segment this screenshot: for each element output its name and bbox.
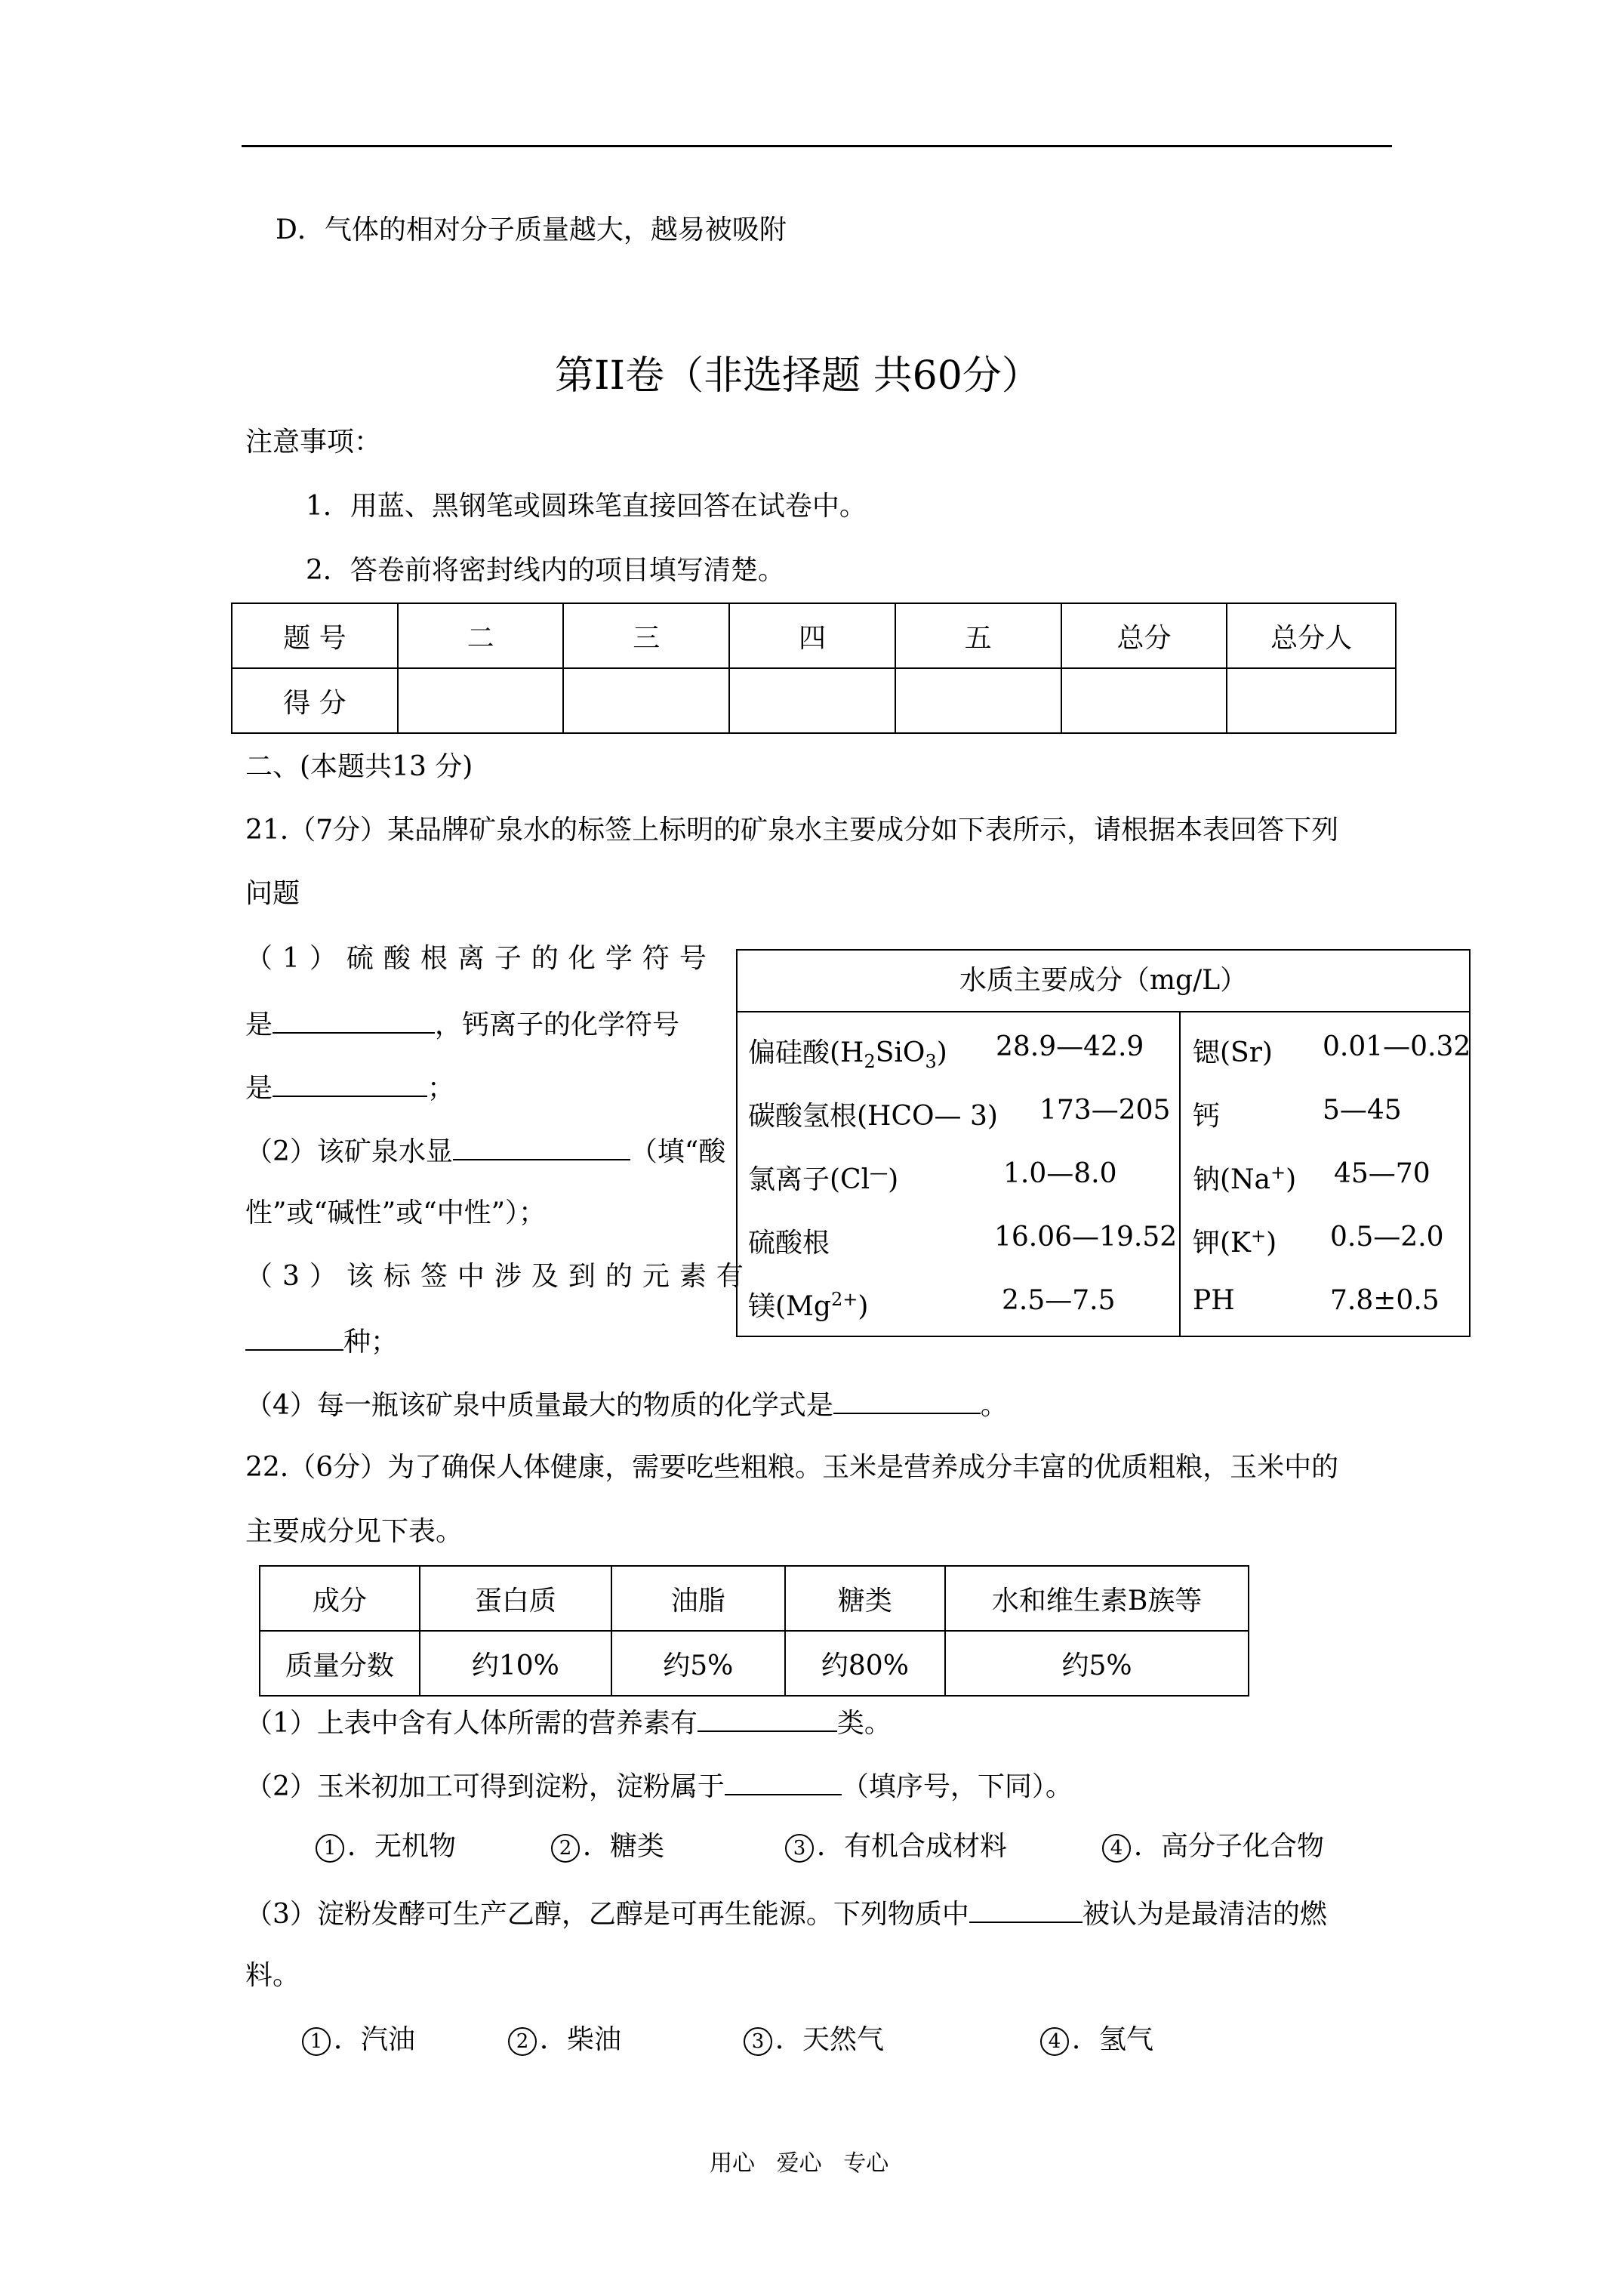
score-header-label: 题 号 (232, 603, 398, 668)
q21-p4 (245, 1390, 1008, 1419)
q21-p2-text-b: （填“酸 (630, 1136, 726, 1167)
note-1: 1．用蓝、黑钢笔或圆珠笔直接回答在试卷中。 (306, 491, 867, 522)
q22-p2-text-a: （2）玉米初加工可得到淀粉，淀粉属于 (245, 1771, 725, 1802)
q22-p2-option-2 (551, 1833, 664, 1863)
answer-blank[interactable] (273, 1009, 435, 1034)
mineral-value: 28.9—42.9 (996, 1031, 1144, 1062)
circled-number: 4 (1040, 2027, 1069, 2056)
score-cell[interactable] (398, 668, 564, 733)
corn-header-water-vitamin: 水和维生素B族等 (945, 1566, 1249, 1631)
q21-p4-text-a: （4）每一瓶该矿泉中质量最大的物质的化学式是 (245, 1390, 833, 1421)
mineral-name-end: ) (858, 1291, 869, 1322)
score-header-4: 四 (729, 603, 895, 668)
corn-table (259, 1565, 1249, 1697)
q21-intro-2: 问题 (245, 878, 300, 909)
q21-p2-text-a: （2）该矿泉水显 (245, 1136, 453, 1167)
corn-header-protein: 蛋白质 (420, 1566, 611, 1631)
q21-p1-text-c: 是 (245, 1073, 273, 1104)
answer-blank[interactable] (698, 1708, 837, 1732)
circled-number: 3 (785, 1834, 814, 1863)
q21-p1-line1: （1）硫酸根离子的化学符号 (245, 943, 716, 974)
answer-blank[interactable] (245, 1327, 343, 1351)
mineral-value: 2.5—7.5 (1002, 1285, 1116, 1316)
q21-p1-line3 (245, 1073, 454, 1102)
header-rule (242, 145, 1392, 147)
q22-p3-text-b: 被认为是最清洁的燃 (1082, 1899, 1327, 1930)
q22-p2 (245, 1771, 1073, 1801)
q21-p2-line1 (245, 1136, 725, 1166)
q22-p3-line1 (245, 1899, 1327, 1928)
mineral-name-part: SiO (875, 1037, 925, 1068)
q22-p1 (245, 1708, 892, 1737)
mineral-table-header (738, 951, 1469, 1012)
score-cell[interactable] (563, 668, 729, 733)
option-text: ．天然气 (775, 2024, 885, 2055)
mineral-row (748, 1158, 898, 1197)
mineral-name: 镁(Mg (748, 1291, 831, 1322)
corn-header-component: 成分 (260, 1566, 420, 1631)
score-header-5: 五 (895, 603, 1061, 668)
score-header-scorer: 总分人 (1227, 603, 1396, 668)
mineral-name: 钾(K (1193, 1228, 1251, 1259)
answer-blank[interactable] (725, 1771, 842, 1795)
mineral-row (1193, 1158, 1296, 1197)
q22-p3-option-3 (744, 2026, 884, 2056)
note-2: 2．答卷前将密封线内的项目填写清楚。 (306, 555, 785, 586)
circled-number: 1 (302, 2027, 331, 2056)
mineral-row (748, 1031, 947, 1072)
mineral-value: 0.5—2.0 (1330, 1222, 1444, 1253)
mineral-value: 1.0—8.0 (1003, 1158, 1117, 1189)
option-text: ．高分子化合物 (1134, 1831, 1325, 1862)
q21-p4-text-b: 。 (980, 1390, 1008, 1421)
corn-value-water-vitamin: 约5% (945, 1631, 1249, 1696)
mineral-name: 硫酸根 (748, 1228, 830, 1259)
mineral-name-end: ) (936, 1037, 947, 1068)
q22-p2-text-b: （填序号，下同）。 (841, 1771, 1073, 1802)
q21-p1-text-a: 是 (245, 1009, 273, 1040)
superscript: 2+ (830, 1289, 858, 1310)
mineral-name: 钙 (1193, 1101, 1221, 1132)
q21-p3-line2 (245, 1327, 398, 1356)
mineral-name: PH (1193, 1285, 1235, 1316)
q21-p2-line2: 性”或“碱性”或“中性”）； (245, 1197, 547, 1228)
score-row-label: 得 分 (232, 668, 398, 733)
corn-row-label: 质量分数 (260, 1631, 420, 1696)
q22-intro-2: 主要成分见下表。 (245, 1516, 463, 1547)
page-footer: 用心 爱心 专心 (710, 2150, 889, 2177)
part2-heading: 二、(本题共13 分) (245, 751, 473, 782)
q21-intro-1: 21.（7分）某品牌矿泉水的标签上标明的矿泉水主要成分如下表所示，请根据本表回答下列 (245, 815, 1339, 846)
score-cell[interactable] (1227, 668, 1396, 733)
q21-p1-text-d: ； (427, 1073, 455, 1104)
q22-p2-option-4 (1102, 1833, 1324, 1863)
mineral-table-title: 水质主要成分（mg/L） (959, 965, 1248, 996)
q22-p3-line2: 料。 (245, 1960, 300, 1991)
superscript: — (870, 1162, 888, 1183)
circled-number: 4 (1102, 1834, 1131, 1863)
q22-p3-option-1 (302, 2026, 415, 2056)
score-cell[interactable] (729, 668, 895, 733)
subscript: 2 (864, 1051, 876, 1073)
mineral-table (736, 949, 1471, 1337)
answer-blank[interactable] (969, 1899, 1083, 1923)
subscript: 3 (925, 1051, 937, 1073)
mineral-name-end: ) (1266, 1228, 1277, 1259)
superscript: + (1270, 1162, 1286, 1183)
mineral-name: 锶(Sr) (1193, 1037, 1273, 1068)
mineral-value: 5—45 (1323, 1095, 1402, 1126)
q22-intro-1: 22.（6分）为了确保人体健康，需要吃些粗粮。玉米是营养成分丰富的优质粗粮，玉米中的 (245, 1452, 1339, 1483)
notes-title: 注意事项： (245, 427, 382, 458)
mineral-table-divider (1179, 1012, 1181, 1337)
score-cell[interactable] (1061, 668, 1227, 733)
section-title: 第II卷（非选择题 共60分） (555, 353, 1041, 399)
score-cell[interactable] (895, 668, 1061, 733)
q22-p1-text-a: （1）上表中含有人体所需的营养素有 (245, 1708, 698, 1739)
mineral-name: 氯离子(Cl (748, 1164, 870, 1195)
mineral-row (1193, 1222, 1277, 1260)
mineral-value: 0.01—0.32 (1323, 1031, 1471, 1062)
answer-blank[interactable] (273, 1073, 427, 1097)
circled-number: 3 (744, 2027, 772, 2056)
answer-blank[interactable] (453, 1136, 630, 1160)
mineral-value: 45—70 (1334, 1158, 1431, 1189)
option-text: ．无机物 (347, 1831, 457, 1862)
option-text: ．柴油 (540, 2024, 622, 2055)
mineral-name: 碳酸氢根(HCO— 3) (748, 1101, 998, 1132)
mineral-name-end: ) (888, 1164, 899, 1195)
choice-d: D．气体的相对分子质量越大，越易被吸附 (276, 214, 787, 245)
superscript: + (1250, 1225, 1267, 1247)
q21-p1-text-b: ，钙离子的化学符号 (435, 1009, 680, 1040)
mineral-row (748, 1285, 868, 1324)
corn-value-sugar: 约80% (785, 1631, 945, 1696)
mineral-value: 173—205 (1039, 1095, 1171, 1126)
q22-p2-option-1 (316, 1833, 456, 1863)
q21-p3-text: 种； (343, 1327, 399, 1358)
q22-p1-text-b: 类。 (836, 1708, 892, 1739)
corn-header-sugar: 糖类 (785, 1566, 945, 1631)
mineral-value: 7.8±0.5 (1330, 1285, 1440, 1316)
mineral-name: 偏硅酸(H (748, 1037, 864, 1068)
mineral-name-end: ) (1286, 1164, 1297, 1195)
option-text: ．氢气 (1072, 2024, 1154, 2055)
q21-p1-line2 (245, 1009, 679, 1039)
score-table (231, 603, 1397, 734)
q22-p3-option-2 (508, 2026, 621, 2056)
corn-header-fat: 油脂 (611, 1566, 785, 1631)
score-header-2: 二 (398, 603, 564, 668)
option-text: ．有机合成材料 (817, 1831, 1008, 1862)
answer-blank[interactable] (833, 1390, 981, 1414)
option-text: ．汽油 (334, 2024, 416, 2055)
corn-value-fat: 约5% (611, 1631, 785, 1696)
mineral-name: 钠(Na (1193, 1164, 1271, 1195)
q22-p3-text-a: （3）淀粉发酵可生产乙醇，乙醇是可再生能源。下列物质中 (245, 1899, 969, 1930)
score-header-3: 三 (563, 603, 729, 668)
circled-number: 2 (508, 2027, 537, 2056)
score-header-total: 总分 (1061, 603, 1227, 668)
q21-p3-line1: （3）该标签中涉及到的元素有 (245, 1261, 753, 1292)
circled-number: 2 (551, 1834, 580, 1863)
circled-number: 1 (316, 1834, 344, 1863)
q22-p3-option-4 (1040, 2026, 1153, 2056)
mineral-value: 16.06—19.52 (994, 1222, 1178, 1253)
corn-value-protein: 约10% (420, 1631, 611, 1696)
option-text: ．糖类 (583, 1831, 665, 1862)
q22-p2-option-3 (785, 1833, 1007, 1863)
